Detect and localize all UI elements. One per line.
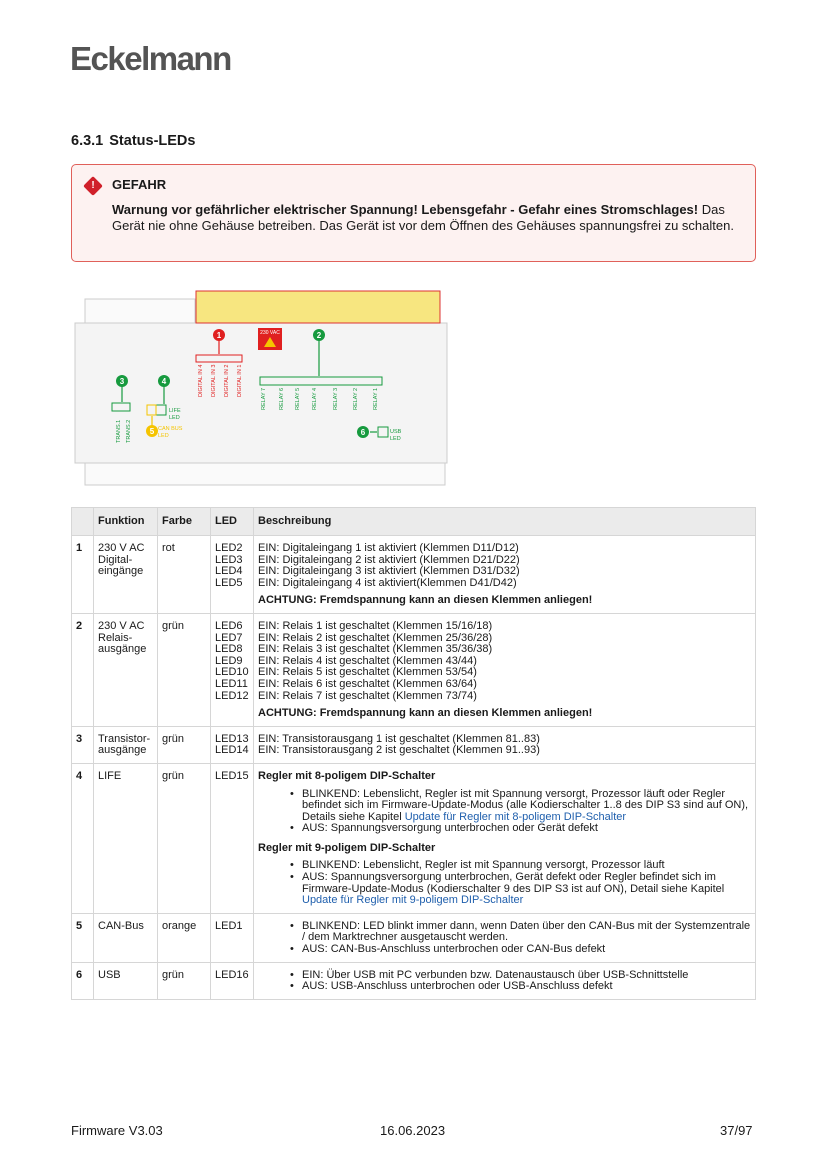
function-line: 230 V AC [98,619,145,632]
led: LED1 [211,913,254,962]
function: CAN-Bus [94,913,158,962]
desc-line: EIN: Transistorausgang 2 ist geschaltet (Klemmen 91..93) [258,744,540,757]
function [94,613,158,726]
table-row [72,962,756,999]
digital-in-3-label: DIGITAL IN 3 [211,364,217,397]
relay-6-label: RELAY 6 [279,387,285,410]
marker-4: 4 [161,377,167,386]
description [254,726,756,763]
led: LED13 [215,732,249,745]
life-label: LIFE [169,408,181,414]
table-row [72,613,756,726]
col-beschreibung: Beschreibung [254,508,756,536]
bullet: • EIN: Über USB mit PC verbunden bzw. Datenaustausch über USB-Schnittstelle [290,970,751,982]
led: LED2 [215,542,243,554]
table-row [72,536,756,614]
led: LED14 [215,744,249,757]
function-line: Relais- [98,631,133,644]
section-heading [71,133,201,149]
bullet: • AUS: USB-Anschluss unterbrochen oder USB-Anschluss defekt [290,981,751,993]
led: LED15 [211,763,254,913]
color: grün [158,613,211,726]
function [94,726,158,763]
marker-6: 6 [360,428,366,437]
usb-led-label: LED [390,436,401,442]
led: LED9 [215,654,243,667]
function: USB [94,962,158,999]
description [254,536,756,614]
device-diagram [72,285,452,487]
marker-1: 1 [216,331,222,340]
leds [211,613,254,726]
function [94,536,158,614]
desc-line: EIN: Relais 1 ist geschaltet (Klemmen 15/16/18) [258,619,493,632]
row-number: 4 [72,763,94,913]
led: LED11 [215,677,248,690]
can-led-label: LED [158,433,169,439]
desc-line: EIN: Digitaleingang 1 ist aktiviert (Klemmen D11/D12) [258,542,519,554]
bullet: • BLINKEND: Lebenslicht, Regler ist mit Spannung versorgt, Prozessor läuft [290,860,751,872]
led: LED5 [215,576,243,589]
desc-line: EIN: Digitaleingang 3 ist aktiviert (Klemmen D31/D32) [258,565,520,578]
color: rot [158,536,211,614]
footer-firmware: Firmware V3.03 [71,1123,163,1138]
trans-2-label: TRANS.2 [126,419,132,443]
row-number: 6 [72,962,94,999]
subheading: Regler mit 9-poligem DIP-Schalter [258,841,436,854]
col-led: LED [211,508,254,536]
desc-line: EIN: Relais 4 ist geschaltet (Klemmen 43/44) [258,654,477,667]
digital-in-4-label: DIGITAL IN 4 [198,364,204,397]
description [254,962,756,999]
row-number: 2 [72,613,94,726]
relay-2-label: RELAY 2 [353,387,359,410]
color: grün [158,763,211,913]
row-number: 5 [72,913,94,962]
table-header [72,508,756,536]
voltage-label: 230 VAC [260,330,280,336]
danger-label: GEFAHR [112,177,167,192]
relay-5-label: RELAY 5 [295,387,301,410]
chapter-link-9pol[interactable]: Update für Regler mit 9-poligem DIP-Schalter [302,894,524,907]
bullet: • AUS: Spannungsversorgung unterbrochen oder Gerät defekt [290,823,751,835]
relay-3-label: RELAY 3 [333,387,339,410]
color: grün [158,962,211,999]
marker-5: 5 [149,427,155,436]
led: LED10 [215,666,249,679]
can-label: CAN BUS [158,426,183,432]
bullet [290,789,751,824]
bullet [290,872,751,907]
danger-body: Das Gerät nie ohne Gehäuse betreiben. Das Gerät ist vor dem Öffnen des Gehäuses spannungsfrei zu schalten. [112,202,734,233]
desc-line: EIN: Relais 2 ist geschaltet (Klemmen 25/36/28) [258,631,493,644]
life-led-label: LED [169,415,180,421]
led: LED7 [215,631,243,644]
description [254,913,756,962]
footer-date: 16.06.2023 [380,1123,446,1138]
caution-note: ACHTUNG: Fremdspannung kann an diesen Klemmen anliegen! [258,594,593,607]
function-line: 230 V AC [98,542,145,554]
description [254,613,756,726]
danger-notice [71,164,756,262]
relay-7-label: RELAY 7 [261,387,267,410]
marker-2: 2 [316,331,322,340]
logo: Eckelmann [70,40,231,77]
table-row [72,726,756,763]
bullet-text: BLINKEND: Lebenslicht, Regler ist mit Spannung versorgt, Prozessor läuft oder Regler befindet sich im Firmware-Update-Modus (alle Kodierschalter 1..8 des DIP S3 sind auf ON), Details siehe Kapitel [302,787,749,823]
usb-label: USB [390,429,402,435]
led: LED4 [215,565,243,578]
leds [211,536,254,614]
danger-bold: Warnung vor gefährlicher elektrischer Spannung! Lebensgefahr - Gefahr eines Stromschlages! [112,202,699,217]
bullet-text: AUS: Spannungsversorgung unterbrochen, Gerät defekt oder Regler befindet sich im Firmware-Update-Modus (Kodierschalter 9 des DIP S3 ist auf ON), Detail siehe Kapitel [302,871,725,895]
description [254,763,756,913]
danger-icon: ! [83,176,103,196]
subheading: Regler mit 8-poligem DIP-Schalter [258,769,436,782]
function: LIFE [94,763,158,913]
col-number [72,508,94,536]
relay-1-label: RELAY 1 [373,387,379,410]
leds [211,726,254,763]
row-number: 3 [72,726,94,763]
chapter-link-8pol[interactable]: Update für Regler mit 8-poligem DIP-Schalter [404,810,627,823]
row-number: 1 [72,536,94,614]
marker-3: 3 [119,377,125,386]
function-line: eingänge [98,565,144,578]
color: grün [158,726,211,763]
led: LED6 [215,619,243,632]
caution-note: ACHTUNG: Fremdspannung kann an diesen Klemmen anliegen! [258,707,593,720]
function-line: Transistor- [98,732,151,745]
digital-in-1-label: DIGITAL IN 1 [237,364,243,397]
col-farbe: Farbe [158,508,211,536]
col-funktion: Funktion [94,508,158,536]
table-row [72,913,756,962]
led: LED16 [211,962,254,999]
bullet: • AUS: CAN-Bus-Anschluss unterbrochen oder CAN-Bus defekt [290,944,751,956]
desc-line: EIN: Relais 3 ist geschaltet (Klemmen 35/36/38) [258,643,493,656]
desc-line: EIN: Relais 7 ist geschaltet (Klemmen 73/74) [258,689,477,702]
danger-text [112,202,743,234]
section-title: Status-LEDs [109,133,196,149]
digital-in-2-label: DIGITAL IN 2 [224,364,230,397]
footer-page: 37/97 [720,1123,753,1138]
desc-line: EIN: Transistorausgang 1 ist geschaltet (Klemmen 81..83) [258,732,540,745]
section-number: 6.3.1 [71,133,104,149]
relay-4-label: RELAY 4 [312,387,318,410]
led: LED12 [215,689,249,702]
desc-line: EIN: Relais 5 ist geschaltet (Klemmen 53/54) [258,666,477,679]
trans-1-label: TRANS.1 [116,419,122,443]
function-line: Digital- [98,553,133,566]
color: orange [158,913,211,962]
function-line: ausgänge [98,744,147,757]
led: LED8 [215,643,243,656]
desc-line: EIN: Digitaleingang 2 ist aktiviert (Klemmen D21/D22) [258,553,520,566]
led: LED3 [215,553,243,566]
function-line: ausgänge [98,643,147,656]
desc-line: EIN: Relais 6 ist geschaltet (Klemmen 63/64) [258,677,477,690]
table-row [72,763,756,913]
bullet: • BLINKEND: LED blinkt immer dann, wenn Daten über den CAN-Bus mit der Systemzentrale / dem Marktrechner ausgetauscht werden. [290,921,751,944]
led-table [71,507,756,1000]
desc-line: EIN: Digitaleingang 4 ist aktiviert(Klemmen D41/D42) [258,576,517,589]
